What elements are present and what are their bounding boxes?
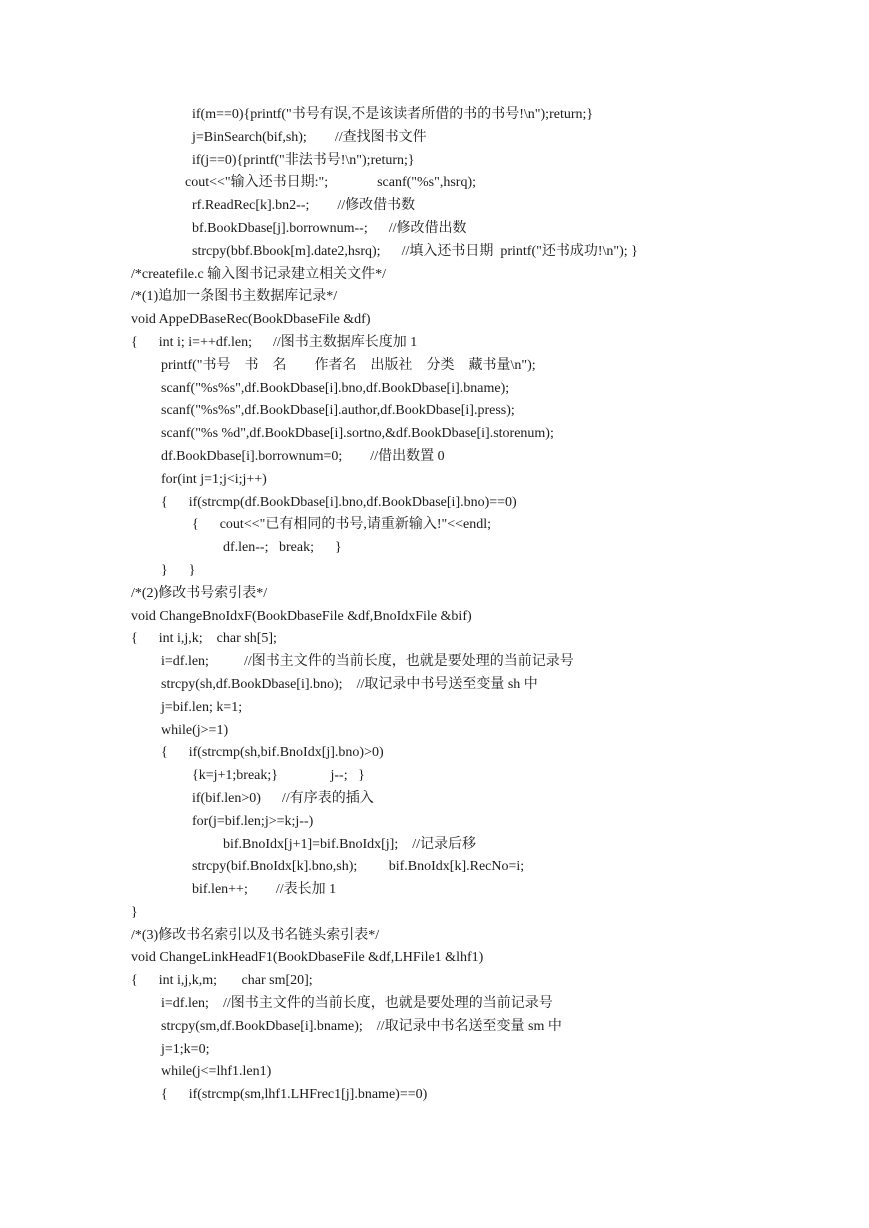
code-line: void ChangeLinkHeadF1(BookDbaseFile &df,LHFile1 &lhf1) xyxy=(131,950,484,966)
code-line: strcpy(bbf.Bbook[m].date2,hsrq); //填入还书日期 printf("还书成功!\n"); } xyxy=(192,243,638,259)
code-line: void ChangeBnoIdxF(BookDbaseFile &df,BnoIdxFile &bif) xyxy=(131,608,472,624)
code-listing xyxy=(131,104,849,1107)
code-line: i=df.len; //图书主文件的当前长度，也就是要处理的当前记录号 xyxy=(161,996,553,1012)
code-line: strcpy(bif.BnoIdx[k].bno,sh); bif.BnoIdx[k].RecNo=i; xyxy=(192,859,525,875)
code-line: {k=j+1;break;} j--; } xyxy=(192,768,365,784)
code-line: df.len--; break; } xyxy=(223,540,342,556)
code-line: if(m==0){printf("书号有误,不是该读者所借的书的书号!\n");return;} xyxy=(192,107,594,122)
code-line: for(j=bif.len;j>=k;j--) xyxy=(192,813,314,829)
code-line: /*(3)修改书名索引以及书名链头索引表*/ xyxy=(131,927,380,943)
code-line: if(bif.len>0) //有序表的插入 xyxy=(192,790,374,806)
code-line: { if(strcmp(df.BookDbase[i].bno,df.BookDbase[i].bno)==0) xyxy=(161,494,517,510)
code-line: while(j<=lhf1.len1) xyxy=(161,1064,272,1080)
code-line: { int i,j,k,m; char sm[20]; xyxy=(131,973,313,989)
code-line: /*(1)追加一条图书主数据库记录*/ xyxy=(131,289,338,305)
code-line: if(j==0){printf("非法书号!\n");return;} xyxy=(192,152,415,168)
code-line: { int i,j,k; char sh[5]; xyxy=(131,631,277,647)
code-line: strcpy(sm,df.BookDbase[i].bname); //取记录中书名送至变量 sm 中 xyxy=(161,1018,562,1034)
code-line: rf.ReadRec[k].bn2--; //修改借书数 xyxy=(192,198,416,214)
code-line: printf("书号 书 名 作者名 出版社 分类 藏书量\n"); xyxy=(161,357,536,373)
code-line: { if(strcmp(sm,lhf1.LHFrec1[j].bname)==0) xyxy=(161,1087,428,1103)
code-line: scanf("%s %d",df.BookDbase[i].sortno,&df.BookDbase[i].storenum); xyxy=(161,426,554,442)
code-line: i=df.len; //图书主文件的当前长度，也就是要处理的当前记录号 xyxy=(161,654,574,670)
code-line: /*createfile.c 输入图书记录建立相关文件*/ xyxy=(131,266,387,282)
code-line: strcpy(sh,df.BookDbase[i].bno); //取记录中书号送至变量 sh 中 xyxy=(161,676,538,692)
code-line: } } xyxy=(161,562,196,578)
code-line: bif.len++; //表长加 1 xyxy=(192,882,337,898)
code-line: while(j>=1) xyxy=(161,722,229,738)
code-line: { int i; i=++df.len; //图书主数据库长度加 1 xyxy=(131,334,418,350)
code-line: df.BookDbase[i].borrownum=0; //借出数置 0 xyxy=(161,448,445,464)
code-line: { cout<<"已有相同的书号,请重新输入!"<<endl; xyxy=(192,517,491,533)
code-line: scanf("%s%s",df.BookDbase[i].author,df.BookDbase[i].press); xyxy=(161,403,515,419)
code-line: cout<<"输入还书日期:"; scanf("%s",hsrq); xyxy=(185,175,477,191)
code-line: } xyxy=(131,904,138,920)
code-line: /*(2)修改书号索引表*/ xyxy=(131,585,268,601)
code-line: void AppeDBaseRec(BookDbaseFile &df) xyxy=(131,312,371,328)
code-line: bif.BnoIdx[j+1]=bif.BnoIdx[j]; //记录后移 xyxy=(223,836,476,852)
code-line: j=bif.len; k=1; xyxy=(161,699,243,715)
code-line: { if(strcmp(sh,bif.BnoIdx[j].bno)>0) xyxy=(161,745,384,761)
code-line: j=1;k=0; xyxy=(161,1041,210,1057)
code-line: bf.BookDbase[j].borrownum--; //修改借出数 xyxy=(192,220,467,236)
code-line: j=BinSearch(bif,sh); //查找图书文件 xyxy=(192,129,427,145)
code-line: scanf("%s%s",df.BookDbase[i].bno,df.BookDbase[i].bname); xyxy=(161,380,510,396)
code-line: for(int j=1;j<i;j++) xyxy=(161,471,267,487)
